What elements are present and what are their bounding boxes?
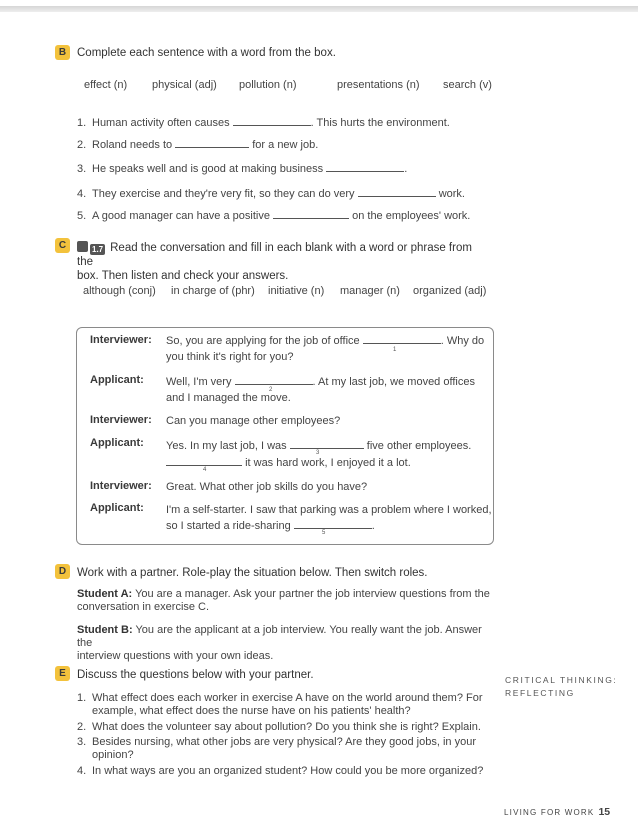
word-box-b-1: effect (n) (84, 79, 128, 91)
item-text-after: . (404, 163, 408, 175)
word-box-b-4: presentations (n) (337, 79, 420, 91)
speaker-applicant: Applicant: (90, 502, 144, 514)
question-text: example, what effect does the nurse have on his patients' health? (92, 705, 411, 717)
answer-blank[interactable] (235, 375, 313, 385)
role-text: conversation in exercise C. (77, 601, 210, 613)
item-number: 3. (77, 163, 87, 175)
question-number: 2. (77, 721, 87, 733)
page-number: 15 (598, 806, 611, 818)
item-number: 5. (77, 210, 87, 222)
section-e-badge: E (55, 666, 70, 681)
line-text: . (371, 520, 375, 532)
blank-number: 3 (316, 450, 320, 456)
answer-blank[interactable] (294, 519, 372, 529)
blank-number: 2 (269, 387, 273, 393)
item-text-after: for a new job. (252, 139, 319, 151)
e-question-4 (77, 765, 497, 778)
conversation-line: Can you manage other employees? (166, 415, 341, 427)
item-text-before: A good manager can have a positive (92, 210, 270, 222)
line-text: so I started a ride-sharing (166, 520, 291, 532)
b-item-3 (77, 162, 407, 176)
question-text: What effect does each worker in exercise A have on the world around them? For (92, 692, 483, 704)
e-question-1 (77, 692, 497, 718)
line-text: five other employees. (366, 440, 472, 452)
word-box-b-5: search (v) (443, 79, 492, 91)
speaker-interviewer: Interviewer: (90, 480, 152, 492)
question-number: 4. (77, 765, 87, 777)
answer-blank[interactable] (326, 162, 404, 172)
answer-blank[interactable] (290, 439, 364, 449)
line-text: it was hard work, I enjoyed it a lot. (245, 457, 411, 469)
question-text: What does the volunteer say about pollution? Do you think she is right? Explain. (92, 721, 481, 733)
item-text-before: Roland needs to (92, 139, 173, 151)
line-text: Well, I'm very (166, 376, 232, 388)
section-d-instruction: Work with a partner. Role-play the situation below. Then switch roles. (77, 567, 428, 579)
sidebar-line: REFLECTING (505, 688, 575, 698)
question-number: 3. (77, 736, 87, 748)
b-item-5 (77, 209, 470, 223)
section-b-badge: B (55, 45, 70, 60)
speaker-applicant: Applicant: (90, 437, 144, 449)
item-text-before: He speaks well and is good at making business (92, 163, 324, 175)
page-footer (504, 806, 610, 818)
conversation-line: I'm a self-starter. I saw that parking was a problem where I worked, (166, 504, 492, 516)
answer-blank[interactable] (175, 138, 249, 148)
answer-blank[interactable] (358, 187, 436, 197)
conversation-line (166, 519, 375, 533)
blank-number: 5 (322, 530, 326, 536)
section-b-instruction: Complete each sentence with a word from the box. (77, 47, 336, 59)
word-box-b-2: physical (adj) (152, 79, 217, 91)
student-a-label: Student A: (77, 588, 133, 600)
page-top-strip (0, 6, 638, 12)
b-item-1 (77, 116, 450, 130)
speaker-interviewer: Interviewer: (90, 414, 152, 426)
e-question-3 (77, 736, 497, 762)
line-text: . At my last job, we moved offices (312, 376, 475, 388)
answer-blank[interactable] (363, 334, 441, 344)
item-text-after: work. (438, 188, 465, 200)
speaker-applicant: Applicant: (90, 374, 144, 386)
e-question-2 (77, 721, 497, 734)
question-number: 1. (77, 692, 87, 704)
student-a-role (77, 588, 497, 614)
critical-thinking-label (505, 674, 617, 700)
item-text-before: Human activity often causes (92, 117, 230, 129)
conversation-line: and I managed the move. (166, 392, 291, 404)
sidebar-line: CRITICAL THINKING: (505, 675, 618, 685)
section-c-badge: C (55, 238, 70, 253)
answer-blank[interactable] (233, 116, 311, 126)
question-text: In what ways are you an organized student? How could you be more organized? (92, 765, 484, 777)
answer-blank[interactable] (273, 209, 349, 219)
item-text-after: on the employees' work. (352, 210, 471, 222)
item-text-before: They exercise and they're very fit, so they can do very (92, 188, 355, 200)
conversation-line: Great. What other job skills do you have? (166, 481, 368, 493)
role-text: interview questions with your own ideas. (77, 650, 274, 662)
word-box-c-2: in charge of (phr) (171, 285, 255, 297)
item-number: 1. (77, 117, 87, 129)
conversation-line: you think it's right for you? (166, 351, 294, 363)
word-box-c-5: organized (adj) (413, 285, 487, 297)
b-item-2 (77, 138, 318, 152)
line-text: So, you are applying for the job of office (166, 335, 360, 347)
line-text: . Why do (440, 335, 485, 347)
question-text: opinion? (92, 749, 134, 761)
role-text: You are a manager. Ask your partner the job interview questions from the (135, 588, 490, 600)
word-box-c-3: initiative (n) (268, 285, 325, 297)
role-text: You are the applicant at a job interview. You really want the job. Answer the (77, 624, 482, 649)
audio-icon[interactable] (77, 241, 88, 252)
b-item-4 (77, 187, 465, 201)
section-d-badge: D (55, 564, 70, 579)
instruction-line-2: box. Then listen and check your answers. (77, 270, 289, 282)
section-e-instruction: Discuss the questions below with your partner. (77, 669, 314, 681)
student-b-label: Student B: (77, 624, 133, 636)
item-number: 4. (77, 188, 87, 200)
speaker-interviewer: Interviewer: (90, 334, 152, 346)
word-box-c-4: manager (n) (340, 285, 400, 297)
instruction-line-1: Read the conversation and fill in each blank with a word or phrase from the (77, 242, 472, 268)
word-box-c-1: although (conj) (83, 285, 156, 297)
conversation-line (166, 375, 475, 389)
blank-number: 1 (393, 347, 397, 353)
item-text-after: . This hurts the environment. (310, 117, 450, 129)
word-box-b-3: pollution (n) (239, 79, 297, 91)
blank-number: 4 (203, 467, 207, 473)
audio-track-number: 1.7 (92, 245, 104, 254)
section-c-instruction (77, 241, 487, 283)
student-b-role (77, 624, 497, 663)
question-text: Besides nursing, what other jobs are very physical? Are they good jobs, in your (92, 736, 476, 748)
answer-blank[interactable] (166, 456, 242, 466)
item-number: 2. (77, 139, 87, 151)
conversation-line (166, 334, 484, 348)
footer-label: LIVING FOR WORK (504, 808, 595, 817)
line-text: Yes. In my last job, I was (166, 440, 287, 452)
